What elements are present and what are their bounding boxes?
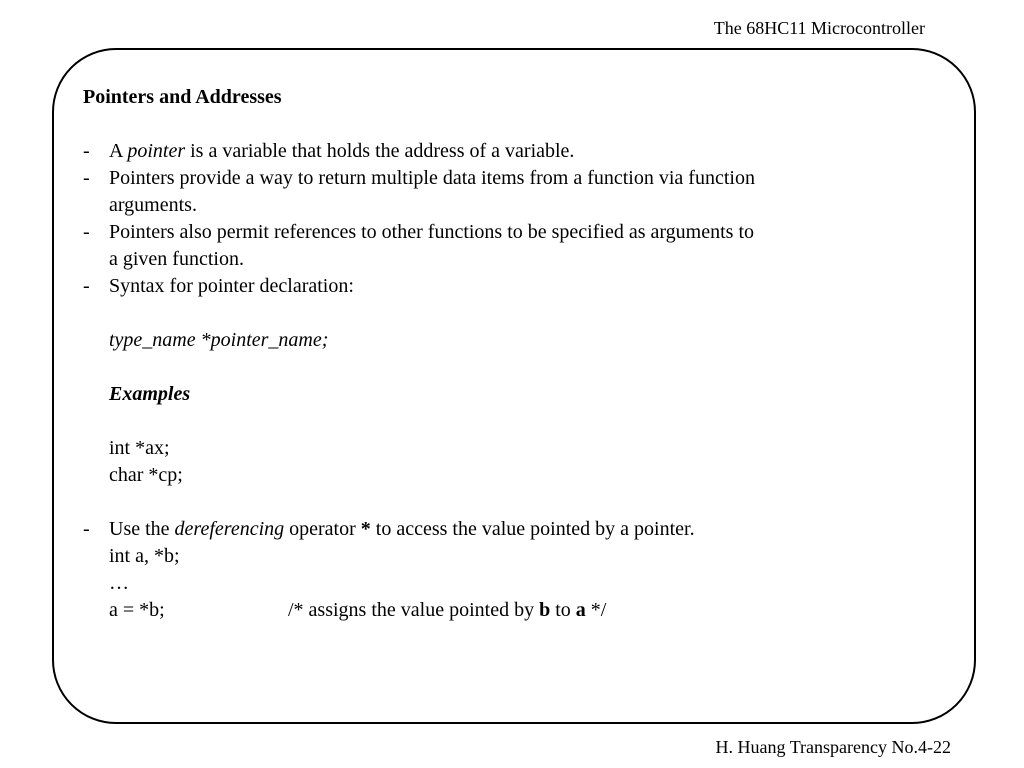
emphasis-dereferencing: dereferencing: [174, 518, 285, 540]
spacer: [83, 300, 883, 327]
bullet-continuation: arguments.: [109, 194, 197, 216]
code-comment: [288, 597, 606, 624]
spacer: [83, 489, 883, 516]
slide-footer: H. Huang Transparency No.4-22: [715, 737, 951, 757]
code-line-assignment: [83, 597, 883, 624]
spacer: [83, 408, 883, 435]
bullet-marker: -: [83, 167, 90, 189]
bullet-text: Pointers also permit references to other functions to be specified as arguments to: [109, 221, 754, 243]
bullet-text: Pointers provide a way to return multiple data items from a function via function: [109, 167, 755, 189]
bullet-continuation: a given function.: [109, 248, 244, 270]
comment-text: to: [550, 599, 576, 621]
bullet-marker: -: [83, 140, 90, 162]
example-line: char *cp;: [109, 464, 183, 486]
code-line: int a, *b;: [109, 545, 180, 567]
operator-symbol: *: [360, 518, 371, 540]
spacer: [83, 354, 883, 381]
comment-var-b: b: [539, 599, 551, 621]
syntax-text: type_name *pointer_name;: [109, 329, 329, 351]
example-line: int *ax;: [109, 437, 170, 459]
code-statement: a = *b;: [109, 599, 165, 621]
emphasis-pointer: pointer: [127, 140, 186, 162]
slide-header: The 68HC11 Microcontroller: [713, 18, 925, 38]
comment-text: */: [585, 599, 607, 621]
comment-var-a: a: [575, 599, 586, 621]
examples-heading-text: Examples: [109, 383, 191, 405]
syntax-line: [83, 327, 883, 354]
bullet-text: Syntax for pointer declaration:: [109, 275, 354, 297]
slide-title: Pointers and Addresses: [83, 86, 282, 108]
comment-text: /* assigns the value pointed by: [288, 599, 540, 621]
code-line: …: [109, 572, 129, 594]
examples-heading: [83, 381, 883, 408]
bullet-marker: -: [83, 275, 90, 297]
bullet-text: to access the value pointed by a pointer.: [370, 518, 695, 540]
bullet-text: Use the: [109, 518, 175, 540]
bullet-text: operator: [284, 518, 361, 540]
slide-content: [83, 84, 883, 624]
bullet-marker: -: [83, 518, 90, 540]
bullet-function-references: [83, 219, 883, 246]
bullet-marker: -: [83, 221, 90, 243]
bullet-syntax: [83, 273, 883, 300]
bullet-dereferencing: [83, 516, 883, 543]
spacer: [83, 111, 883, 138]
bullet-text: A: [109, 140, 128, 162]
bullet-pointer-definition: [83, 138, 883, 165]
bullet-text: is a variable that holds the address of a variable.: [185, 140, 575, 162]
bullet-multiple-return: [83, 165, 883, 192]
